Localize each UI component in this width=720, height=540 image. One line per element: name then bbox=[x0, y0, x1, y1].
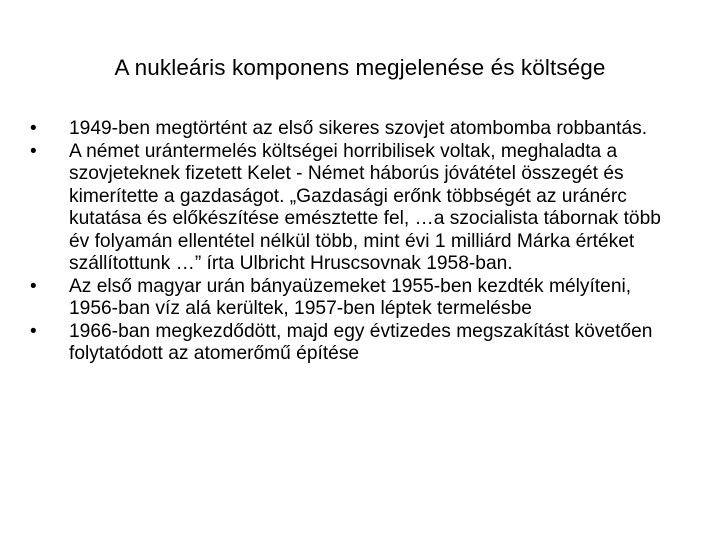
bullet-item bbox=[30, 118, 680, 141]
bullet-item bbox=[30, 321, 680, 366]
slide-title: A nukleáris komponens megjelenése és költsége bbox=[114, 55, 606, 80]
bullet-text: A német urántermelés költségei horribilisek voltak, meghaladta a szovjeteknek fizetett Kelet - Német háborús jóvátétel összegét és kimerítette a gazdaságot. „Gazdasági erőnk többségét az uránérc kutatása és előkészítése emésztette fel, …a szocialista tábornak több év folyamán ellentétel nélkül több, mint évi 1 milliárd Márka értéket szállítottunk …” írta Ulbricht Hruscsovnak 1958-ban. bbox=[69, 140, 661, 274]
bullet-item bbox=[30, 141, 680, 276]
bullet-list bbox=[30, 118, 680, 366]
bullet-marker: • bbox=[30, 140, 37, 162]
bullet-marker: • bbox=[30, 320, 37, 342]
bullet-text: Az első magyar urán bányaüzemeket 1955-ben kezdték mélyíteni, 1956-ban víz alá kerültek, 1957-ben léptek termelésbe bbox=[69, 275, 632, 319]
bullet-text: 1949-ben megtörtént az első sikeres szovjet atombomba robbantás. bbox=[69, 118, 648, 139]
bullet-text: 1966-ban megkezdődött, majd egy évtizedes megszakítást követően folytatódott az atomerőmű építése bbox=[69, 320, 653, 364]
bullet-marker: • bbox=[30, 118, 37, 139]
bullet-marker: • bbox=[30, 275, 37, 297]
bullet-item bbox=[30, 276, 680, 321]
